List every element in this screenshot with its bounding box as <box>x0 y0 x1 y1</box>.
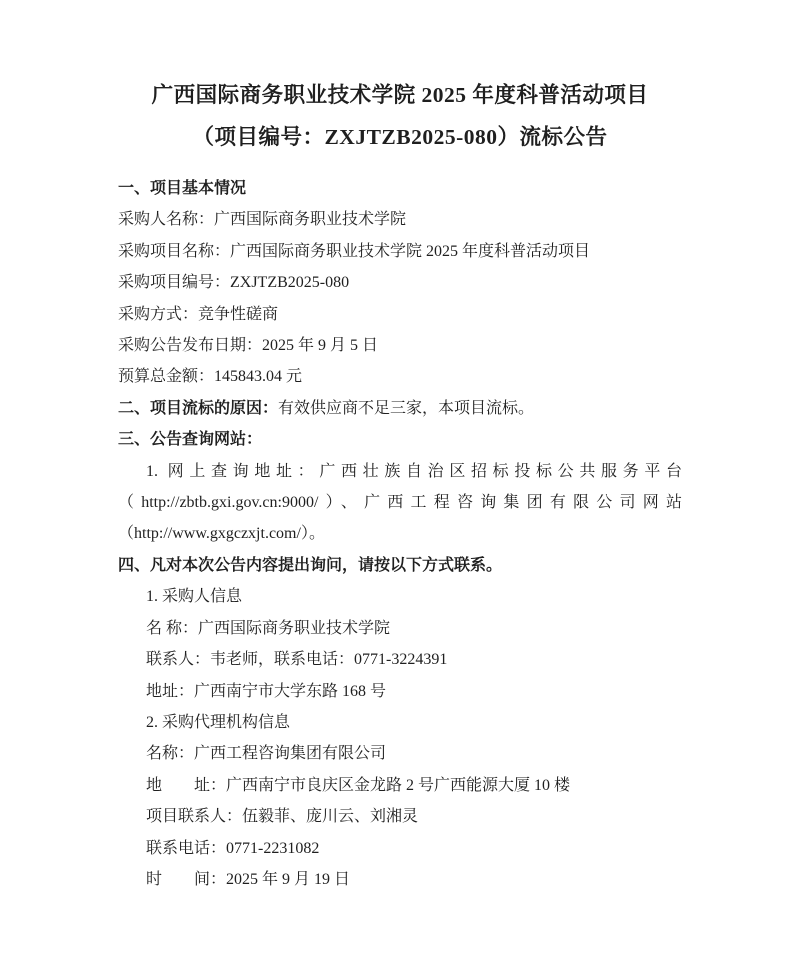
purchaser-name: 名 称：广西国际商务职业技术学院 <box>146 619 391 637</box>
field-project-number: 采购项目编号：ZXJTZB2025-080 <box>118 274 350 292</box>
purchaser-contact-phone: 联系人：韦老师，联系电话：0771-3224391 <box>146 651 448 669</box>
agency-info-heading: 2. 采购代理机构信息 <box>146 713 291 731</box>
query-address-line1: 1. 网上查询地址：广西壮族自治区招标投标公共服务平台 <box>146 462 682 480</box>
agency-name: 名称：广西工程咨询集团有限公司 <box>146 745 387 763</box>
query-address-line3: （http://www.gxgczxjt.com/）。 <box>118 525 325 543</box>
purchaser-address: 地址：广西南宁市大学东路 168 号 <box>146 682 387 700</box>
section-2-text: 有效供应商不足三家，本项目流标。 <box>278 399 535 417</box>
field-budget-amount: 预算总金额：145843.04 元 <box>118 368 303 386</box>
purchaser-info-heading: 1. 采购人信息 <box>146 588 243 606</box>
document-title-line1: 广西国际商务职业技术学院 2025 年度科普活动项目 <box>151 83 649 107</box>
query-address-line2: （http://zbtb.gxi.gov.cn:9000/）、广西工程咨询集团有限公司网站 <box>118 494 682 512</box>
section-3-heading: 三、公告查询网站： <box>118 431 263 449</box>
section-2-line <box>118 393 682 424</box>
field-announcement-date: 采购公告发布日期：2025 年 9 月 5 日 <box>118 337 379 355</box>
section-1-heading: 一、项目基本情况 <box>118 180 247 197</box>
document-title <box>118 74 682 158</box>
agency-project-contacts: 项目联系人：伍毅菲、庞川云、刘湘灵 <box>146 808 419 826</box>
agency-address: 地 址：广西南宁市良庆区金龙路 2 号广西能源大厦 10 楼 <box>146 776 571 794</box>
section-4-heading: 四、凡对本次公告内容提出询问，请按以下方式联系。 <box>118 556 503 574</box>
announcement-time: 时 间：2025 年 9 月 19 日 <box>146 870 351 888</box>
field-project-name: 采购项目名称：广西国际商务职业技术学院 2025 年度科普活动项目 <box>118 242 591 260</box>
section-2-heading: 二、项目流标的原因： <box>118 399 279 417</box>
field-procurement-method: 采购方式：竞争性磋商 <box>118 305 279 323</box>
agency-phone: 联系电话：0771-2231082 <box>146 839 320 857</box>
field-purchaser-name: 采购人名称：广西国际商务职业技术学院 <box>118 211 407 229</box>
document-title-line2: （项目编号：ZXJTZB2025-080）流标公告 <box>192 125 608 149</box>
